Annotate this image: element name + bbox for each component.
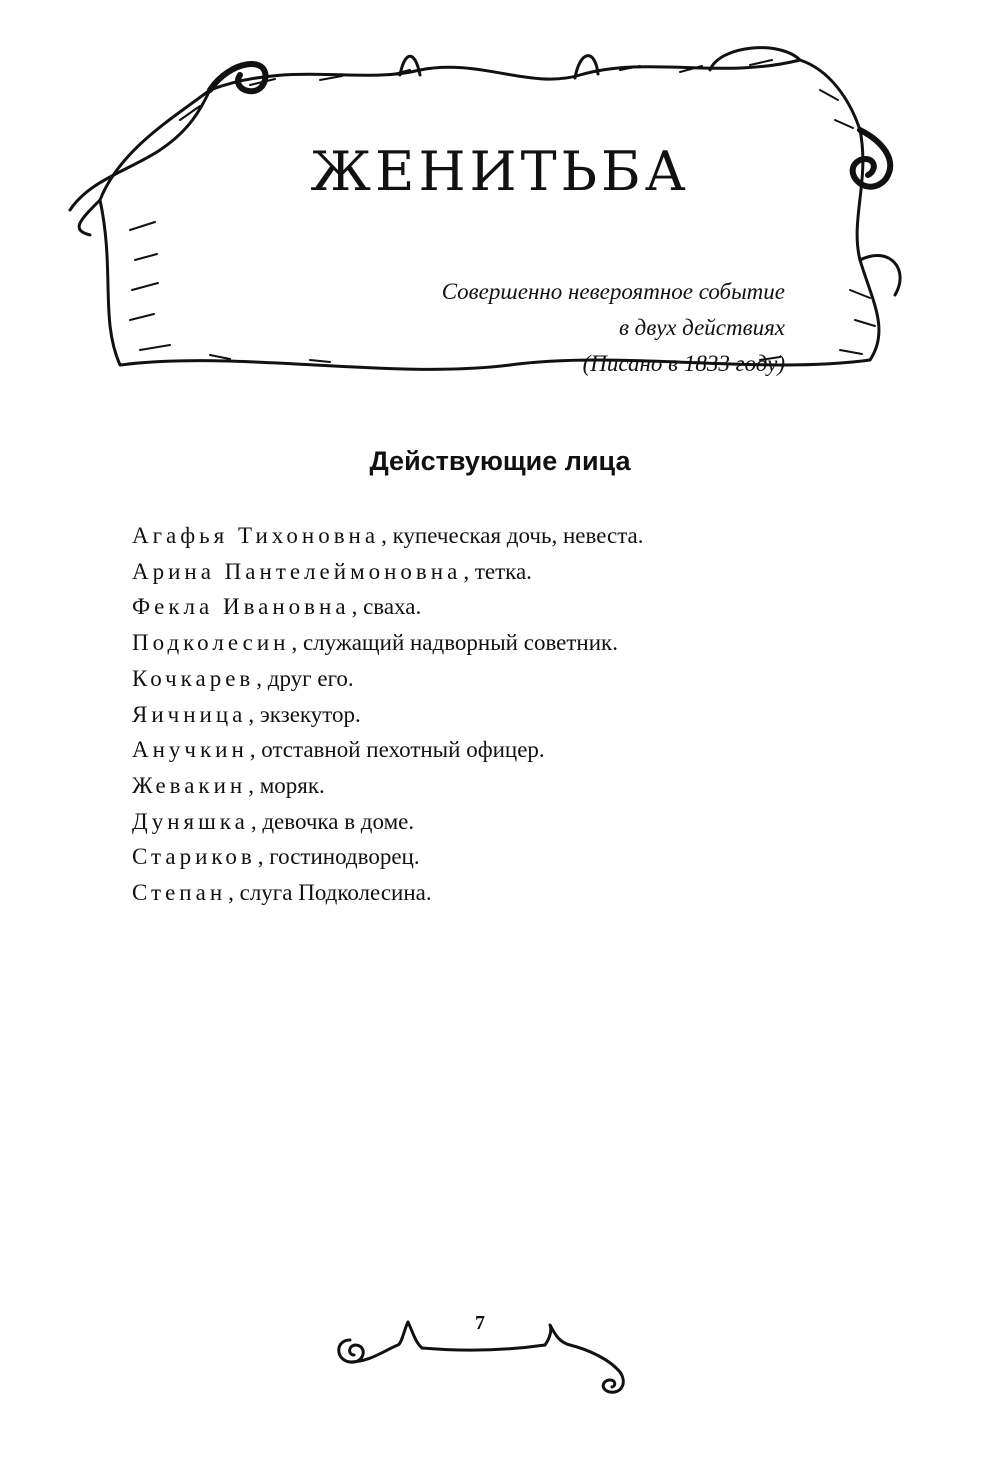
- character-name: Агафья Тихоновна: [132, 523, 380, 548]
- cast-item: [132, 554, 643, 590]
- character-description: , моряк.: [248, 772, 325, 798]
- character-name: Фекла Ивановна: [132, 594, 350, 620]
- character-description: , тетка.: [463, 558, 532, 584]
- character-description: , сваха.: [351, 594, 422, 620]
- character-description: , гостинодворец.: [257, 844, 420, 870]
- subtitle-line: Совершенно невероятное событие: [441, 279, 785, 304]
- character-name: Яичница: [132, 701, 247, 727]
- character-description: , девочка в доме.: [250, 808, 415, 834]
- page-number: 7: [475, 1312, 485, 1334]
- character-name: Степан: [132, 880, 227, 906]
- cast-item: [132, 518, 643, 554]
- character-name: Кочкарев: [132, 665, 255, 691]
- character-description: , слуга Подколесина.: [228, 880, 432, 906]
- cast-list: [132, 518, 643, 911]
- subtitle-line: в двух действиях: [618, 315, 785, 340]
- character-description: , служащий надворный советник.: [291, 630, 618, 656]
- character-name: Подколесин: [132, 630, 290, 656]
- character-name: Жевакин: [132, 772, 247, 798]
- cast-item: [132, 625, 643, 661]
- character-description: , отставной пехотный офицер.: [249, 737, 545, 763]
- character-name: Анучкин: [132, 737, 248, 763]
- character-description: , купеческая дочь, невеста.: [381, 523, 644, 548]
- character-name: Арина Пантелеймоновна: [132, 558, 462, 584]
- cast-item: [132, 768, 643, 804]
- cast-item: [132, 839, 643, 875]
- play-title: ЖЕНИТЬБА: [310, 140, 690, 203]
- character-description: , друг его.: [256, 665, 354, 691]
- cast-item: [132, 661, 643, 697]
- cast-item: [132, 589, 643, 625]
- cast-heading: Действующие лица: [369, 446, 631, 476]
- subtitle-line: (Писано в 1833 году): [582, 351, 785, 376]
- cast-item: [132, 804, 643, 840]
- cast-item: [132, 697, 643, 733]
- character-name: Стариков: [132, 844, 256, 870]
- cast-item: [132, 875, 643, 911]
- character-description: , экзекутор.: [248, 701, 361, 727]
- cast-item: [132, 732, 643, 768]
- character-name: Дуняшка: [132, 808, 249, 834]
- subtitle-block: [442, 274, 785, 382]
